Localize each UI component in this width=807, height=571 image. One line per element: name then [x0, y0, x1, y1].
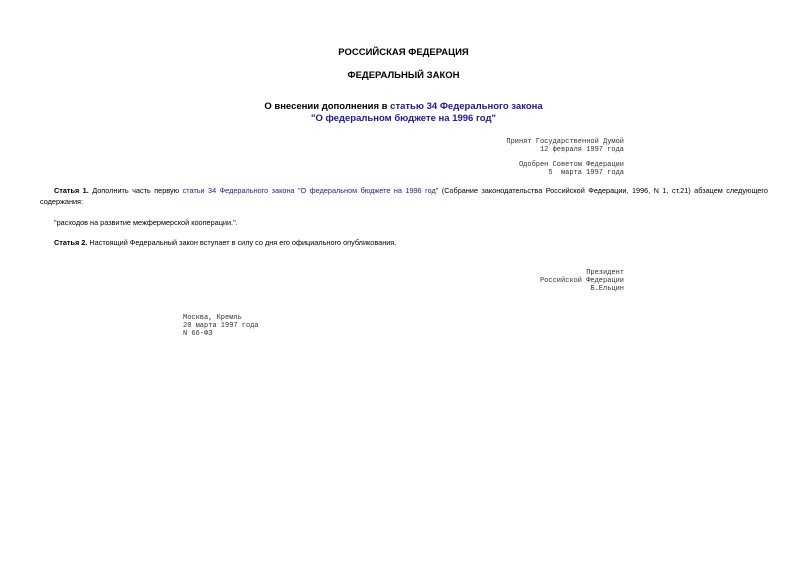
approved-by-council [519, 161, 624, 177]
article-1-text-before: Дополнить часть первую [88, 186, 183, 195]
date-line: 20 марта 1997 года [183, 322, 259, 330]
accepted-by-duma [506, 138, 624, 154]
place-and-date [183, 314, 259, 338]
law-title-prefix: О внесении дополнения в [264, 101, 391, 112]
accepted-line-1: Принят Государственной Думой [506, 138, 624, 146]
approved-line-1: Одобрен Советом Федерации [518, 161, 624, 169]
quoted-addition: "расходов на развитие межфермерской кооперации.". [54, 218, 238, 227]
law-number: N 66-ФЗ [183, 330, 213, 338]
article-2-text: Настоящий Федеральный закон вступает в силу со дня его официального опубликования. [87, 238, 397, 247]
accepted-line-2: 12 февраля 1997 года [539, 146, 624, 154]
article-1-paragraph [40, 185, 768, 207]
article-1-label: Статья 1. [54, 186, 89, 195]
signature-line-2: Российской Федерации [539, 277, 624, 285]
article-2-paragraph [40, 237, 768, 248]
law-type-heading: ФЕДЕРАЛЬНЫЙ ЗАКОН [347, 70, 460, 81]
article-34-link[interactable]: статью 34 Федерального закона [390, 101, 543, 112]
article-1-text-after: (Собрание законодательства Российской Федерации, 1996, N 1, ст.21) абзацем следующего содержания: [40, 186, 768, 206]
law-title [0, 101, 807, 125]
article-2-label: Статья 2. [54, 238, 88, 247]
signature-line-3: Б.Ельцин [590, 285, 624, 293]
place-line-1: Москва, Кремль [183, 314, 242, 322]
article-34-budget-link[interactable]: статьи 34 Федерального закона "О федеральном бюджете на 1996 год" [182, 186, 439, 195]
country-heading: РОССИЙСКАЯ ФЕДЕРАЦИЯ [338, 47, 469, 58]
president-signature [540, 269, 624, 293]
signature-line-1: Президент [586, 269, 624, 277]
approved-line-2: 5 марта 1997 года [548, 169, 624, 177]
budget-law-title-link[interactable]: "О федеральном бюджете на 1996 год" [310, 113, 497, 124]
